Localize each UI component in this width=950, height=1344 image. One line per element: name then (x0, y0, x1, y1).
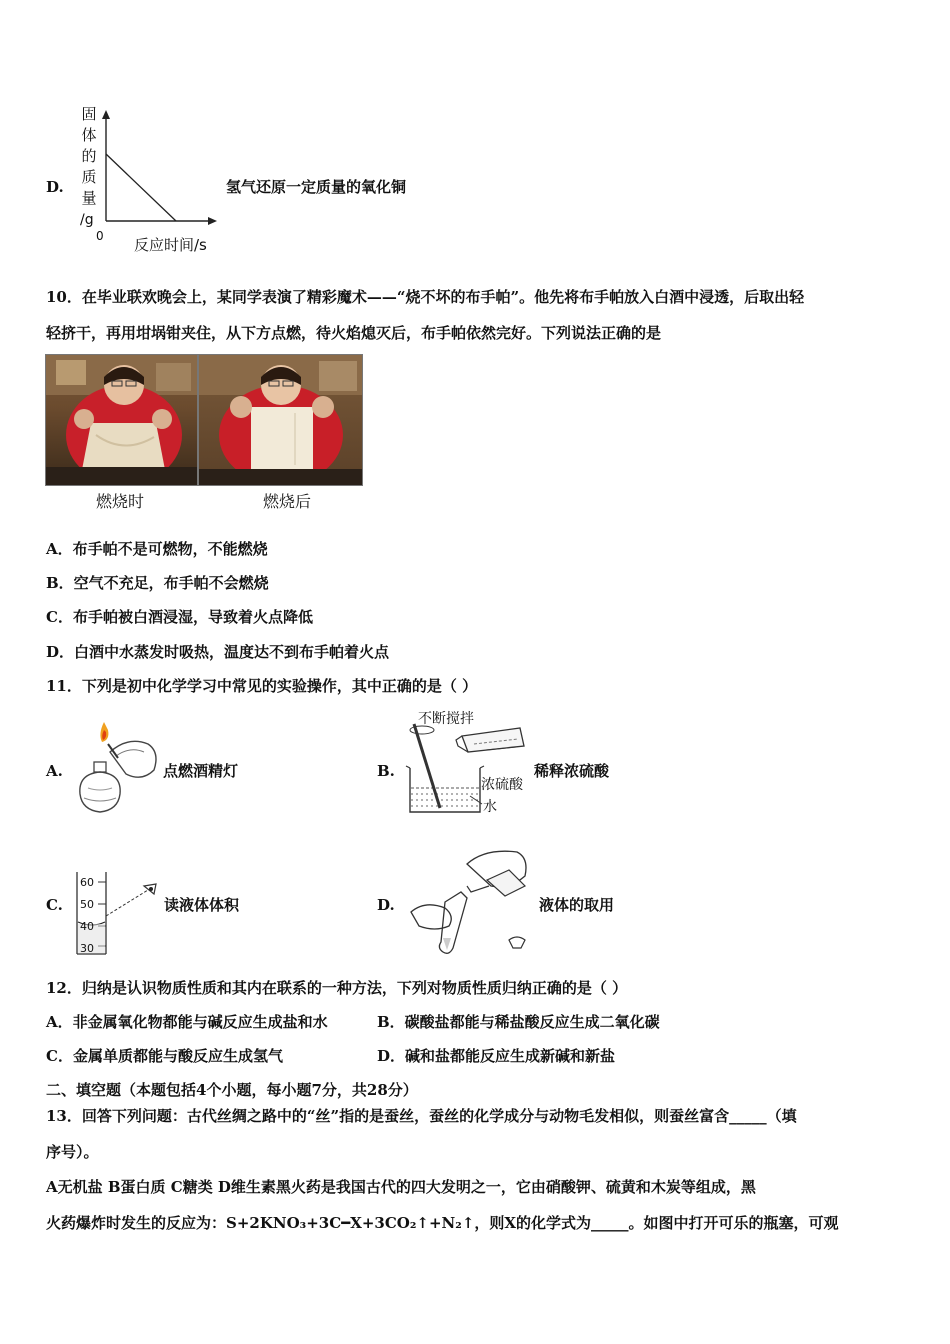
q13-line4: 火药爆炸时发生的反应为：S+2KNO₃+3C━X+3CO₂↑+N₂↑，则X的化学式为_____。如图中打开可乐的瓶塞，可观 (46, 1214, 839, 1232)
q9d-ylabel (79, 104, 99, 209)
q9d-ylabel-char: 量 (81, 189, 97, 207)
q13-line3: A无机盐 B蛋白质 C糖类 D维生素黑火药是我国古代的四大发明之一，它由硝酸钾、硫黄和木炭等组成，黑 (46, 1178, 756, 1196)
cylinder-tick-label: 50 (80, 898, 94, 911)
section-heading: 二、填空题（本题包括4个小题，每小题7分，共28分） (46, 1081, 418, 1099)
q13-line2: 序号）。 (46, 1143, 99, 1161)
photo-burning (45, 354, 198, 486)
dilution-label-stir: 不断搅拌 (418, 711, 474, 727)
cylinder-tick-label: 40 (80, 920, 94, 933)
cylinder-ticks (80, 872, 94, 960)
photo-after (198, 354, 363, 486)
q11-b-text: 稀释浓硫酸 (534, 762, 610, 780)
q11-c-letter[interactable]: C. (46, 896, 63, 914)
q9d-letter: D. (46, 178, 64, 196)
q10-stem-line1: 10．在毕业联欢晚会上，某同学表演了精彩魔术——“烧不坏的布手帕”。他先将布手帕放入白酒中浸透，后取出轻 (46, 288, 805, 306)
dilution-label-acid: 浓硫酸 (481, 777, 523, 793)
q9d-ylabel-char: 固 (81, 105, 97, 123)
q10-stem-line2: 轻挤干，再用坩埚钳夹住，从下方点燃，待火焰熄灭后，布手帕依然完好。下列说法正确的是 (46, 324, 662, 342)
q12-option-b[interactable]: B．碳酸盐都能与稀盐酸反应生成二氧化碳 (377, 1013, 660, 1031)
q11-a-letter[interactable]: A. (46, 762, 63, 780)
q10-option-d[interactable]: D．白酒中水蒸发时吸热，温度达不到布手帕着火点 (46, 643, 390, 661)
q11-a-text: 点燃酒精灯 (163, 762, 239, 780)
q11-b-letter[interactable]: B. (377, 762, 395, 780)
q12-option-c[interactable]: C．金属单质都能与酸反应生成氢气 (46, 1047, 283, 1065)
q9d-ylabel-char: 的 (81, 147, 97, 165)
cylinder-tick-label: 60 (80, 876, 94, 889)
q11-d-text: 液体的取用 (539, 896, 615, 914)
q9d-origin: 0 (96, 229, 104, 243)
q9d-xlabel: 反应时间/s (134, 236, 207, 254)
q9d-caption: 氢气还原一定质量的氧化铜 (226, 178, 407, 196)
q13-line1: 13．回答下列问题：古代丝绸之路中的“丝”指的是蚕丝，蚕丝的化学成分与动物毛发相似，则蚕丝富含_____（填 (46, 1107, 797, 1125)
q12-option-a[interactable]: A．非金属氧化物都能与碱反应生成盐和水 (46, 1013, 328, 1031)
q11-stem: 11．下列是初中化学学习中常见的实验操作，其中正确的是（ ） (46, 677, 478, 695)
q12-option-d[interactable]: D．碱和盐都能反应生成新碱和新盐 (377, 1047, 616, 1065)
q12-stem: 12．归纳是认识物质性质和其内在联系的一种方法，下列对物质性质归纳正确的是（ ） (46, 979, 628, 997)
cylinder-tick-label: 30 (80, 942, 94, 955)
q9d-ylabel-char: 质 (81, 168, 97, 186)
photo-caption-after: 燃烧后 (263, 492, 312, 511)
q11-c-text: 读液体体积 (164, 896, 240, 914)
q10-option-c[interactable]: C．布手帕被白酒浸湿，导致着火点降低 (46, 608, 313, 626)
pouring-figure (405, 846, 535, 958)
q11-d-letter[interactable]: D. (377, 896, 395, 914)
q9d-ylabel-char: 体 (81, 126, 97, 144)
q9d-yunit: /g (80, 212, 94, 228)
q10-option-a[interactable]: A．布手帕不是可燃物，不能燃烧 (46, 540, 268, 558)
q10-option-b[interactable]: B．空气不充足，布手帕不会燃烧 (46, 574, 269, 592)
photo-caption-burning: 燃烧时 (96, 492, 145, 511)
dilution-label-water: 水 (483, 799, 497, 815)
alcohol-lamp-figure (70, 718, 162, 818)
